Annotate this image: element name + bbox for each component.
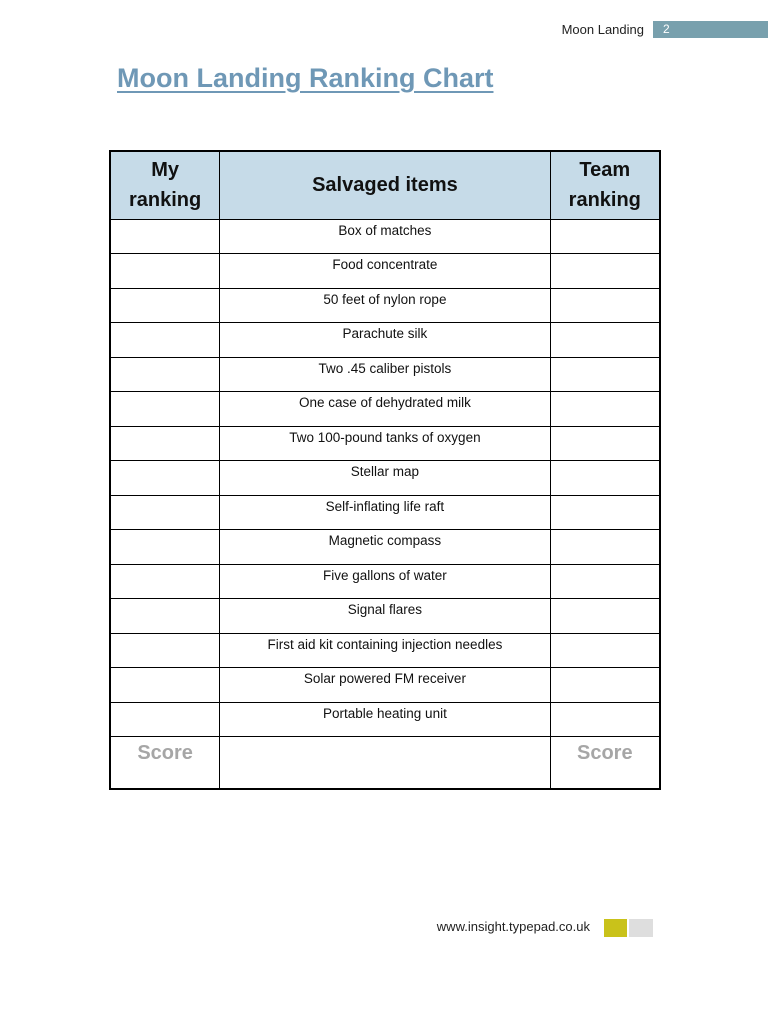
team-score-label: Score (550, 737, 660, 789)
my-ranking-cell[interactable] (110, 530, 220, 565)
table-row (110, 219, 660, 254)
page-title: Moon Landing Ranking Chart (117, 63, 494, 93)
team-ranking-cell[interactable] (550, 392, 660, 427)
team-ranking-cell[interactable] (550, 426, 660, 461)
my-ranking-cell[interactable] (110, 254, 220, 289)
my-ranking-cell[interactable] (110, 219, 220, 254)
salvaged-item-name: Food concentrate (220, 254, 550, 289)
page-number-badge: 2 (653, 21, 768, 38)
team-ranking-cell[interactable] (550, 530, 660, 565)
footer-url: www.insight.typepad.co.uk (436, 919, 590, 934)
my-ranking-cell[interactable] (110, 461, 220, 496)
team-ranking-cell[interactable] (550, 495, 660, 530)
salvaged-item-name: Portable heating unit (220, 702, 550, 737)
salvaged-item-name: Self-inflating life raft (220, 495, 550, 530)
salvaged-item-name: Two 100-pound tanks of oxygen (220, 426, 550, 461)
table-row (110, 461, 660, 496)
salvaged-item-name: 50 feet of nylon rope (220, 288, 550, 323)
table-row (110, 357, 660, 392)
team-ranking-cell[interactable] (550, 702, 660, 737)
salvaged-item-name: Solar powered FM receiver (220, 668, 550, 703)
team-ranking-cell[interactable] (550, 668, 660, 703)
salvaged-item-name: Magnetic compass (220, 530, 550, 565)
my-ranking-cell[interactable] (110, 357, 220, 392)
my-ranking-cell[interactable] (110, 323, 220, 358)
my-ranking-cell[interactable] (110, 668, 220, 703)
footer-accent-block (604, 919, 627, 937)
team-ranking-cell[interactable] (550, 357, 660, 392)
header-team-ranking: Team ranking (550, 151, 660, 219)
table-row (110, 668, 660, 703)
my-ranking-cell[interactable] (110, 564, 220, 599)
team-ranking-cell[interactable] (550, 461, 660, 496)
my-ranking-cell[interactable] (110, 288, 220, 323)
ranking-table (109, 150, 661, 790)
salvaged-item-name: One case of dehydrated milk (220, 392, 550, 427)
item-rows (110, 219, 660, 737)
team-ranking-cell[interactable] (550, 254, 660, 289)
my-ranking-cell[interactable] (110, 702, 220, 737)
table-row (110, 392, 660, 427)
salvaged-item-name: First aid kit containing injection needles (220, 633, 550, 668)
salvaged-item-name: Parachute silk (220, 323, 550, 358)
salvaged-item-name: Two .45 caliber pistols (220, 357, 550, 392)
table-row (110, 495, 660, 530)
my-ranking-cell[interactable] (110, 599, 220, 634)
team-ranking-cell[interactable] (550, 599, 660, 634)
header-my-ranking: My ranking (110, 151, 220, 219)
table-row (110, 599, 660, 634)
my-ranking-cell[interactable] (110, 633, 220, 668)
table-row (110, 702, 660, 737)
running-header-title: Moon Landing (561, 22, 644, 37)
team-ranking-cell[interactable] (550, 288, 660, 323)
table-row (110, 426, 660, 461)
table-header-row (110, 151, 660, 219)
team-ranking-cell[interactable] (550, 323, 660, 358)
table-row (110, 633, 660, 668)
salvaged-item-name: Signal flares (220, 599, 550, 634)
team-ranking-cell[interactable] (550, 219, 660, 254)
my-score-label: Score (110, 737, 220, 789)
table-row (110, 323, 660, 358)
team-ranking-cell[interactable] (550, 564, 660, 599)
footer-grey-block (629, 919, 653, 937)
score-spacer-cell (220, 737, 550, 789)
my-ranking-cell[interactable] (110, 392, 220, 427)
table-row (110, 254, 660, 289)
my-ranking-cell[interactable] (110, 495, 220, 530)
table-row (110, 288, 660, 323)
salvaged-item-name: Box of matches (220, 219, 550, 254)
table-row (110, 530, 660, 565)
header-salvaged-items: Salvaged items (220, 151, 550, 219)
score-row (110, 737, 660, 789)
my-ranking-cell[interactable] (110, 426, 220, 461)
salvaged-item-name: Stellar map (220, 461, 550, 496)
team-ranking-cell[interactable] (550, 633, 660, 668)
table-row (110, 564, 660, 599)
salvaged-item-name: Five gallons of water (220, 564, 550, 599)
